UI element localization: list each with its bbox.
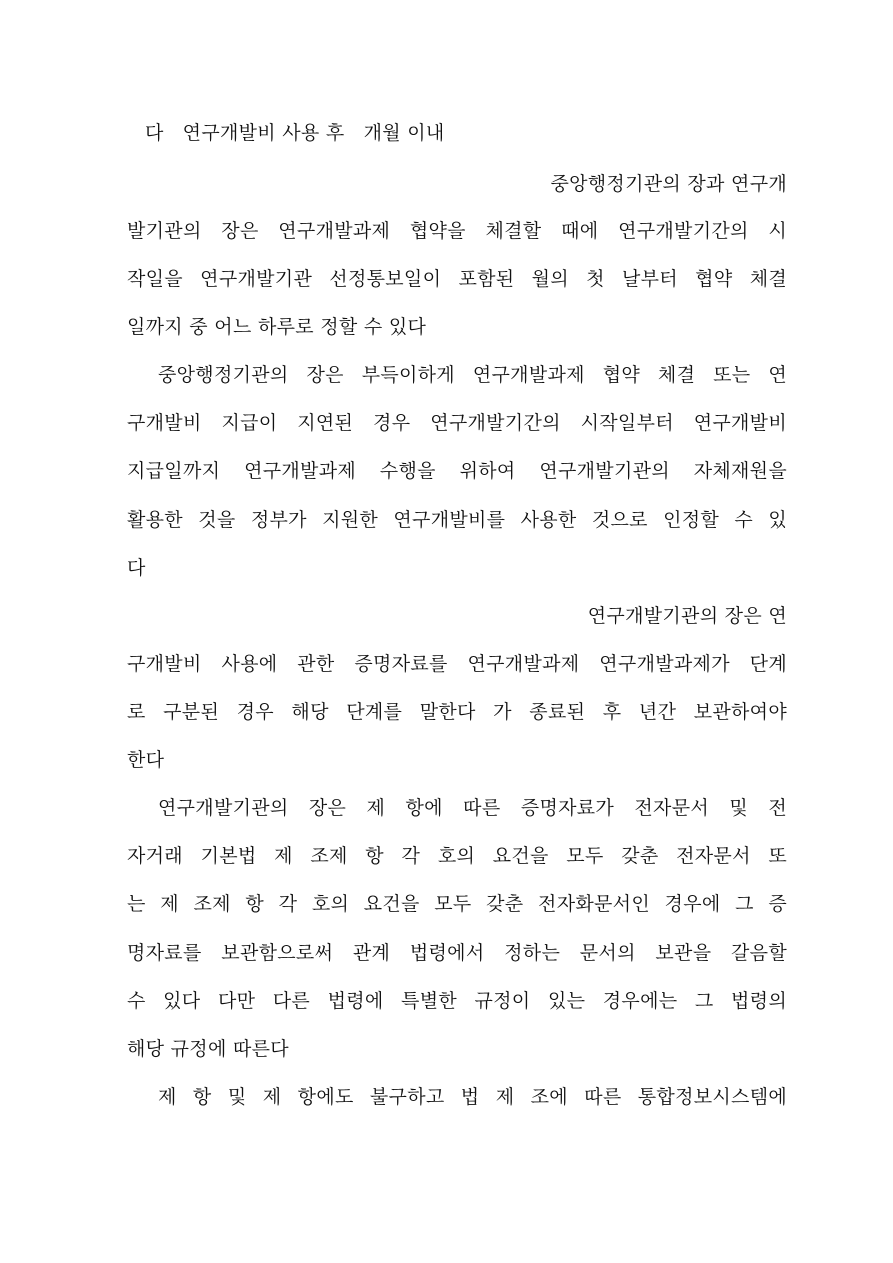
- paragraph-line: 다: [127, 557, 146, 579]
- paragraph-line: 한다: [127, 749, 165, 771]
- paragraph-line: 발기관의 장은 연구개발과제 협약을 체결할 때에 연구개발기간의 시: [127, 220, 787, 242]
- paragraph-line: 지급일까지 연구개발과제 수행을 위하여 연구개발기관의 자체재원을: [127, 460, 787, 482]
- paragraph-line: 연구개발기관의 장은 제 항에 따른 증명자료가 전자문서 및 전: [158, 797, 787, 819]
- paragraph-line: 작일을 연구개발기관 선정통보일이 포함된 월의 첫 날부터 협약 체결: [127, 268, 787, 290]
- paragraph-line: 일까지 중 어느 하루로 정할 수 있다: [127, 316, 427, 338]
- paragraph-line: 중앙행정기관의 장과 연구개: [550, 173, 787, 195]
- paragraph-line: 활용한 것을 정부가 지원한 연구개발비를 사용한 것으로 인정할 수 있: [127, 509, 787, 531]
- paragraph-line: 구개발비 사용에 관한 증명자료를 연구개발과제 연구개발과제가 단계: [127, 653, 787, 675]
- paragraph-line: 연구개발기관의 장은 연: [587, 605, 787, 627]
- paragraph-line: 제 항 및 제 항에도 불구하고 법 제 조에 따른 통합정보시스템에: [158, 1086, 787, 1108]
- paragraph-line: 수 있다 다만 다른 법령에 특별한 규정이 있는 경우에는 그 법령의: [127, 990, 787, 1012]
- item-heading-line: 다 연구개발비 사용 후 개월 이내: [145, 122, 445, 144]
- paragraph-line: 구개발비 지급이 지연된 경우 연구개발기간의 시작일부터 연구개발비: [127, 412, 787, 434]
- paragraph-line: 자거래 기본법 제 조제 항 각 호의 요건을 모두 갖춘 전자문서 또: [127, 845, 787, 867]
- paragraph-line: 로 구분된 경우 해당 단계를 말한다 가 종료된 후 년간 보관하여야: [127, 701, 787, 723]
- paragraph-line: 명자료를 보관함으로써 관계 법령에서 정하는 문서의 보관을 갈음할: [127, 942, 787, 964]
- paragraph-line: 중앙행정기관의 장은 부득이하게 연구개발과제 협약 체결 또는 연: [158, 364, 787, 386]
- paragraph-line: 는 제 조제 항 각 호의 요건을 모두 갖춘 전자화문서인 경우에 그 증: [127, 893, 787, 915]
- paragraph-line: 해당 규정에 따른다: [127, 1038, 289, 1060]
